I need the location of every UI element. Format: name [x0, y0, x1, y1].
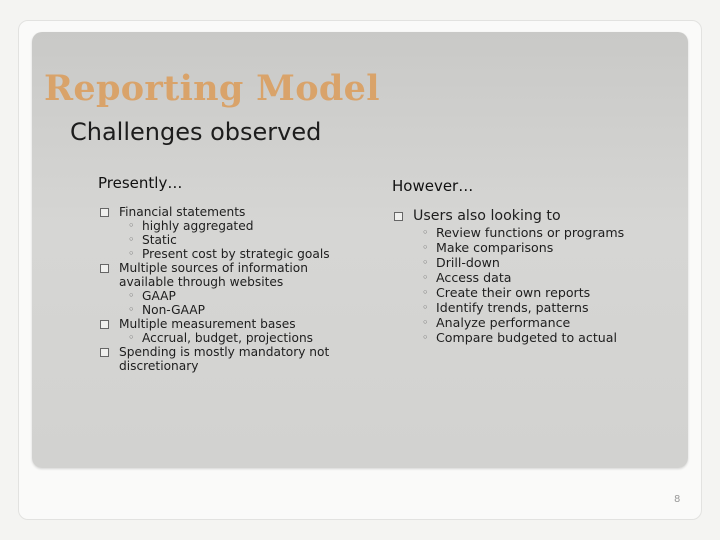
sub-list-item: ◦ Analyze performance: [422, 315, 571, 330]
checkbox-icon: [100, 320, 109, 329]
circle-bullet-icon: ◦: [128, 247, 135, 260]
sub-list-item: ◦ Drill-down: [422, 255, 500, 270]
right-column-heading: However…: [392, 177, 474, 195]
sub-list-item: ◦ Create their own reports: [422, 285, 591, 300]
checkbox-icon: [100, 348, 109, 357]
list-item: Multiple measurement bases: [98, 317, 338, 331]
circle-bullet-icon: ◦: [128, 289, 135, 302]
left-column: [98, 205, 338, 373]
sub-list-item: ◦ Make comparisons: [422, 240, 554, 255]
sub-list-item: ◦ Review functions or programs: [422, 225, 625, 240]
circle-bullet-icon: ◦: [128, 331, 135, 344]
sub-list-item: ◦ Static: [128, 233, 177, 247]
circle-bullet-icon: ◦: [422, 301, 429, 314]
sub-list-item: ◦ highly aggregated: [128, 219, 254, 233]
page-number: 8: [674, 494, 681, 505]
checkbox-icon: [100, 208, 109, 217]
list-item: Multiple sources of information available through websites: [98, 261, 338, 289]
circle-bullet-icon: ◦: [422, 331, 429, 344]
circle-bullet-icon: ◦: [422, 256, 429, 269]
left-column-heading: Presently…: [98, 174, 183, 192]
sub-list-item: ◦ Access data: [422, 270, 512, 285]
circle-bullet-icon: ◦: [422, 226, 429, 239]
slide-title: Reporting Model: [44, 68, 380, 109]
sub-list-item: ◦ Present cost by strategic goals: [128, 247, 330, 261]
sub-list-item: ◦ Identify trends, patterns: [422, 300, 589, 315]
circle-bullet-icon: ◦: [422, 286, 429, 299]
circle-bullet-icon: ◦: [128, 233, 135, 246]
list-item: Financial statements: [98, 205, 338, 219]
sub-list-item: ◦ Accrual, budget, projections: [128, 331, 314, 345]
sub-list-item: ◦ GAAP: [128, 289, 176, 303]
right-column: [392, 208, 652, 345]
list-item: Spending is mostly mandatory not discretionary: [98, 345, 338, 373]
circle-bullet-icon: ◦: [128, 219, 135, 232]
circle-bullet-icon: ◦: [128, 303, 135, 316]
checkbox-icon: [394, 212, 403, 221]
checkbox-icon: [100, 264, 109, 273]
sub-list-item: ◦ Non-GAAP: [128, 303, 205, 317]
circle-bullet-icon: ◦: [422, 316, 429, 329]
slide-subtitle: Challenges observed: [70, 118, 322, 146]
circle-bullet-icon: ◦: [422, 241, 429, 254]
list-item: Users also looking to: [392, 208, 652, 225]
circle-bullet-icon: ◦: [422, 271, 429, 284]
sub-list-item: ◦ Compare budgeted to actual: [422, 330, 617, 345]
